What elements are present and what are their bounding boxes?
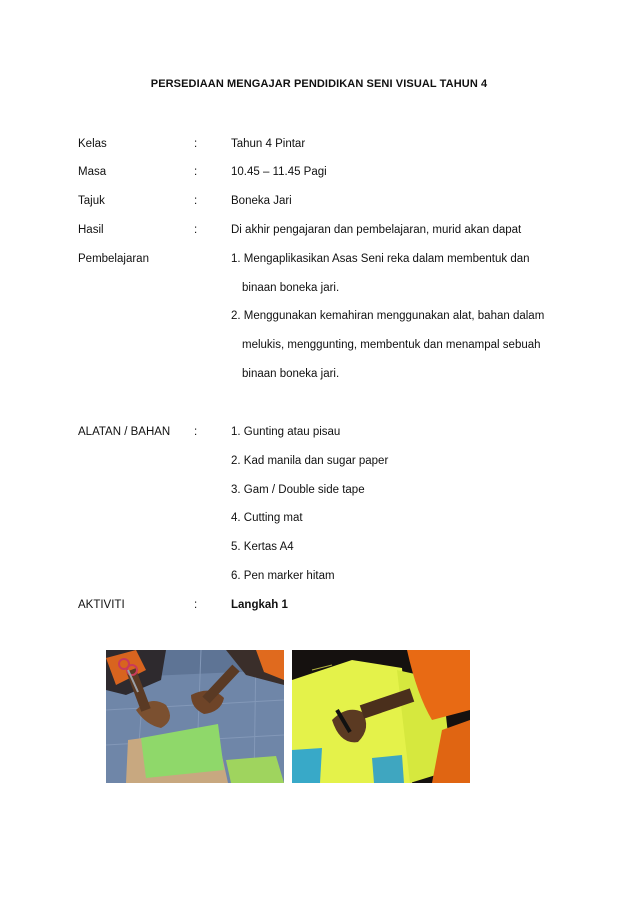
field-masa-label: Masa bbox=[78, 166, 107, 178]
alatan-item-5: 5. Kertas A4 bbox=[231, 541, 294, 553]
alatan-item-1: 1. Gunting atau pisau bbox=[231, 426, 341, 438]
field-masa-colon: : bbox=[194, 166, 198, 178]
field-tajuk-colon: : bbox=[194, 195, 198, 207]
activity-photo-1 bbox=[106, 650, 284, 783]
field-aktiviti-label: AKTIVITI bbox=[78, 599, 125, 611]
field-hasil-label: Hasil bbox=[78, 224, 104, 236]
hasil-item-2-line-2: melukis, menggunting, membentuk dan menampal sebuah bbox=[242, 339, 541, 351]
field-kelas-label: Kelas bbox=[78, 138, 107, 150]
field-kelas-colon: : bbox=[194, 138, 198, 150]
field-aktiviti-value: Langkah 1 bbox=[231, 599, 288, 611]
hasil-item-1-line-1: 1. Mengaplikasikan Asas Seni reka dalam membentuk dan bbox=[231, 253, 530, 265]
hasil-item-2-line-3: binaan boneka jari. bbox=[242, 368, 340, 380]
hasil-item-2-line-1: 2. Menggunakan kemahiran menggunakan alat, bahan dalam bbox=[231, 310, 545, 322]
hasil-item-1-line-2: binaan boneka jari. bbox=[242, 282, 340, 294]
field-tajuk-value: Boneka Jari bbox=[231, 195, 292, 207]
page-title: PERSEDIAAN MENGAJAR PENDIDIKAN SENI VISUAL TAHUN 4 bbox=[150, 78, 488, 90]
alatan-item-2: 2. Kad manila dan sugar paper bbox=[231, 455, 389, 467]
field-hasil-colon: : bbox=[194, 224, 198, 236]
field-alatan-colon: : bbox=[194, 426, 198, 438]
field-tajuk-label: Tajuk bbox=[78, 195, 105, 207]
activity-photo-2 bbox=[292, 650, 470, 783]
alatan-item-4: 4. Cutting mat bbox=[231, 512, 303, 524]
alatan-item-6: 6. Pen marker hitam bbox=[231, 570, 335, 582]
field-hasil-intro: Di akhir pengajaran dan pembelajaran, murid akan dapat bbox=[231, 224, 522, 236]
field-alatan-label: ALATAN / BAHAN bbox=[78, 426, 171, 438]
field-kelas-value: Tahun 4 Pintar bbox=[231, 138, 306, 150]
field-masa-value: 10.45 – 11.45 Pagi bbox=[231, 166, 327, 178]
field-aktiviti-colon: : bbox=[194, 599, 198, 611]
alatan-item-3: 3. Gam / Double side tape bbox=[231, 484, 365, 496]
field-pembelajaran-label: Pembelajaran bbox=[78, 253, 149, 265]
